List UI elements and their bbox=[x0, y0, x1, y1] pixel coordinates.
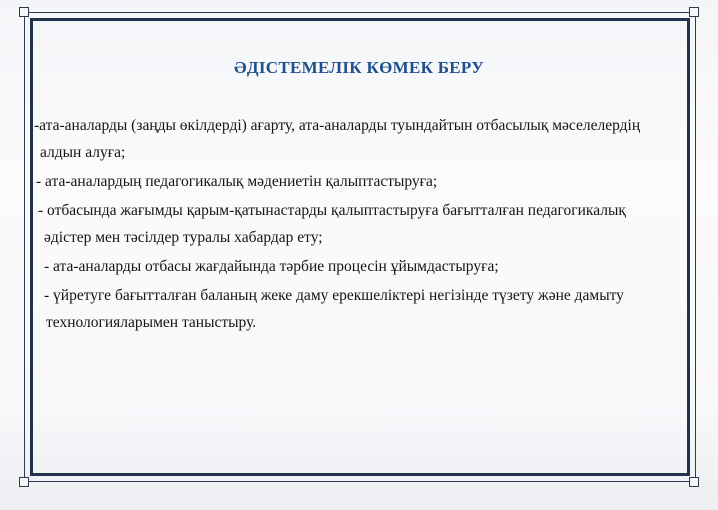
text-line-3: - ата-аналардың педагогикалық мәдениетін қалыптастыруға; bbox=[36, 173, 438, 190]
corner-ornament bbox=[689, 7, 699, 17]
corner-ornament bbox=[19, 7, 29, 17]
text-line-1: -ата-аналарды (заңды өкілдерді) ағарту, ата-аналарды туындайтын отбасылық мәселелердің bbox=[34, 117, 641, 134]
text-line-7: - үйретуге бағытталған баланың жеке даму ерекшеліктері негізінде түзету және дамыту bbox=[44, 287, 624, 304]
corner-ornament bbox=[19, 477, 29, 487]
text-line-5: әдістер мен тәсілдер туралы хабардар ету; bbox=[44, 229, 323, 246]
text-line-8: технологияларымен таныстыру. bbox=[46, 314, 257, 331]
text-line-6: - ата-аналарды отбасы жағдайында тәрбие процесін ұйымдастыруға; bbox=[44, 258, 499, 275]
text-line-2: алдын алуға; bbox=[40, 144, 126, 161]
page-title: ӘДІСТЕМЕЛІК КӨМЕК БЕРУ bbox=[234, 58, 484, 77]
corner-ornament bbox=[689, 477, 699, 487]
text-line-4: - отбасында жағымды қарым-қатынастарды қалыптастыруға бағытталған педагогикалық bbox=[38, 202, 626, 219]
